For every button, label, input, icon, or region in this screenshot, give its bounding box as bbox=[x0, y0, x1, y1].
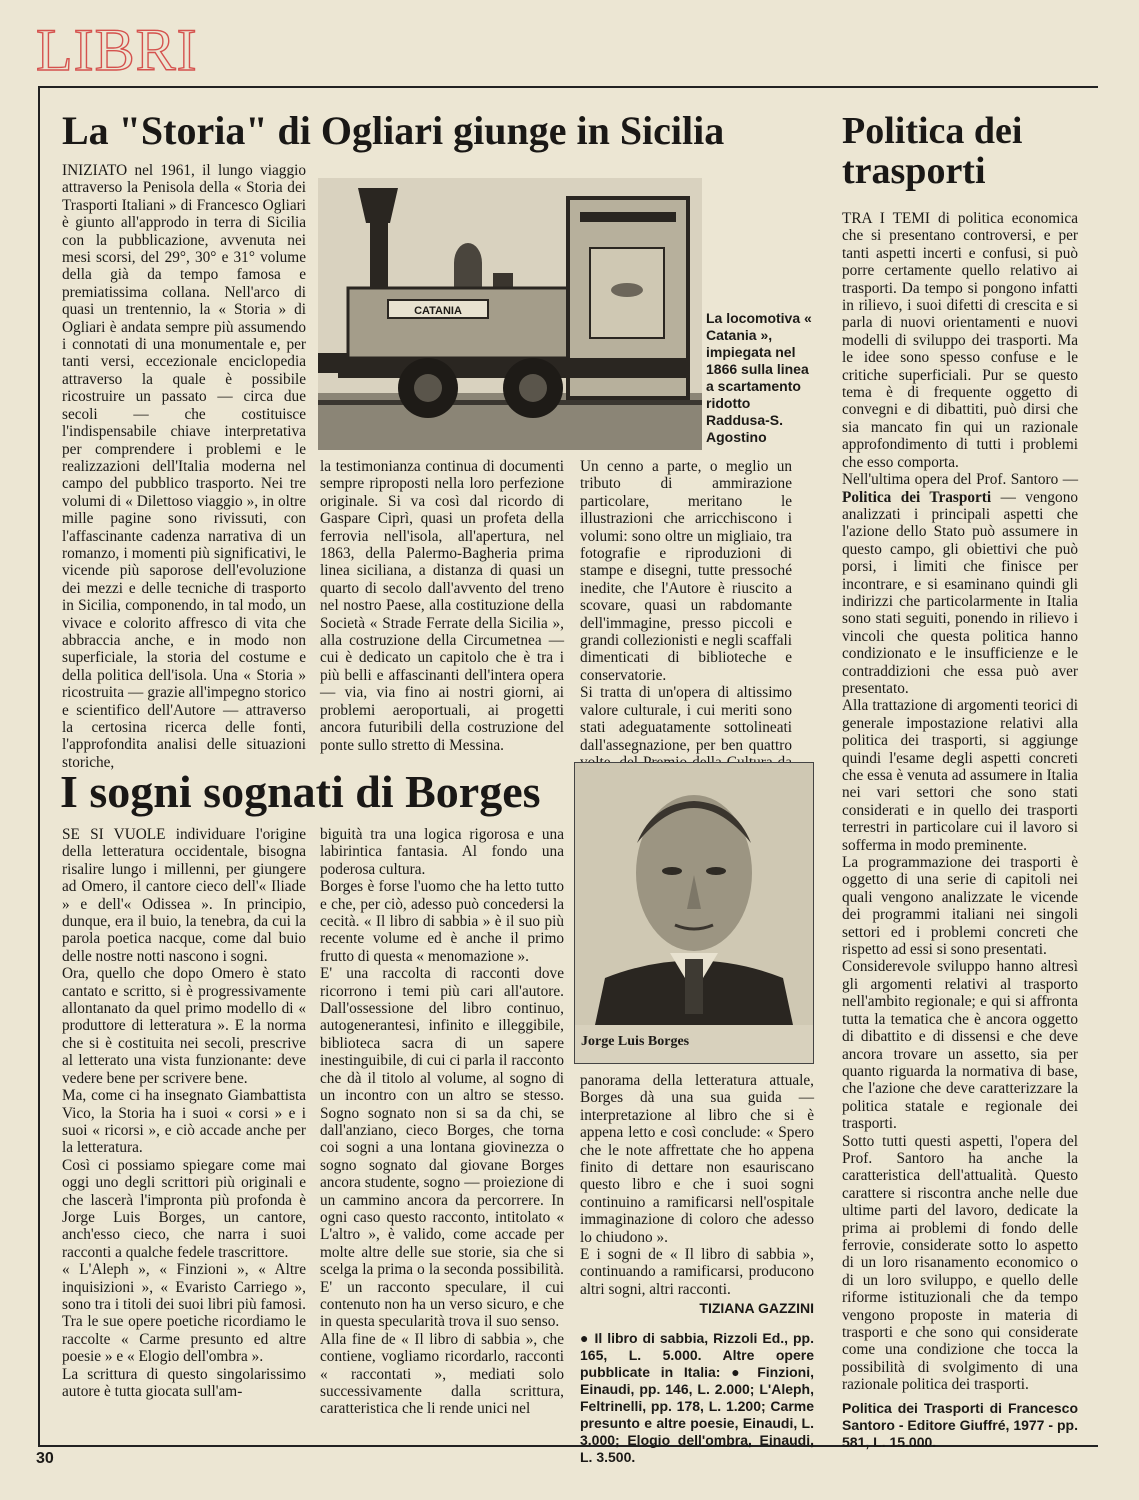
article3-column bbox=[842, 210, 1078, 1451]
borges-photo-caption: Jorge Luis Borges bbox=[581, 1034, 690, 1049]
article-title-politica: Politica dei trasporti bbox=[842, 110, 1023, 192]
locomotive-nameplate: CATANIA bbox=[414, 305, 462, 317]
article2-col2c-text: E' una raccolta di racconti dove ricorrono i temi più cari all'autore. Dall'ossessione del libro continuo, autogenerantesi, infinito e illeggibile, biblioteca sacra di un sapere inestinguibile, di cui ci parla il racconto che dà il titolo al volume, al sogno di un incontro con un altro se stesso. Sogno sognato non si sa da chi, se dall'anziano, cieco Borges, che torna coi sogni a una lontana giovinezza o sogno sognato dal giovane Borges ancora studente, sogno — proiezione di un cammino ancora da percorrere. In ogni caso questo racconto, intitolato « L'altro », è valido, come accade per molte altre delle sue storie, sia che si scelga la prima o la seconda possibilità. E' un racconto speculare, il cui contenuto non ha un verso sicuro, e che in questa specularità trova il suo senso. bbox=[320, 965, 564, 1331]
article2-column-2 bbox=[320, 826, 564, 1418]
locomotive-caption: La locomotiva « Catania », impiegata nel 1866 sulla linea a scartamento ridotto Raddusa-S. Agostino bbox=[706, 310, 812, 445]
article2-signature: TIZIANA GAZZINI bbox=[699, 1300, 814, 1317]
article1-col1-text: INIZIATO nel 1961, il lungo viaggio attraverso la Penisola della « Storia dei Trasporti Italiani » di Francesco Ogliari è giunto all'approdo in terra di Sicilia con la pubblicazione, avvenuta nei mesi scorsi, del 29°, 30° e 31° volume della già da tempo famosa e premiatissima collana. Nell'arco di quasi un trentennio, la « Storia » di Ogliari è andata sempre più assumendo i connotati di una monumentale e, per tanti versi, eccezionale enciclopedia attraverso la quale è possibile ricostruire un passato — circa due secoli — che costituisce l'indispensabile chiave interpretativa per comprendere i problemi e le realizzazioni dell'Italia moderna nel campo del pubblico trasporto. Nei tre volumi di « Dilettoso viaggio », in oltre mille pagine sono rivissuti, con l'affascinante cadenza narrativa di un romanzo, i momenti più significativi, le vicende più saporose dell'evoluzione dei mezzi e delle tecniche di trasporto in Sicilia, componendo, in tal modo, un vivace e colorito affresco di vita che abbraccia anche, e in modo non superficiale, la storia del costume e della politica dell'isola. Una « Storia » ricostruita — grazie all'impegno storico e scientifico dell'Autore — attraverso la certosina ricerca delle fonti, l'approfondita analisi delle situazioni storiche, bbox=[62, 162, 306, 771]
article2-col2-text: biguità tra una logica rigorosa e una labirintica fantasia. Al fondo una poderosa cultura. bbox=[320, 826, 564, 878]
section-title: LIBRI bbox=[36, 17, 198, 83]
article3-bibliography: Politica dei Trasporti di Francesco Santoro - Editore Giuffré, 1977 - pp. 581, L. 15.000. bbox=[842, 1399, 1078, 1450]
article3-p3: Alla trattazione di argomenti teorici di generale impostazione relativi alla politica dei trasporti, si aggiunge quindi l'esame degli aspetti concreti che essa è venuta ad assumere in Italia nei vari settori che sono stati considerati e in quello dei trasporti terrestri in particolare cui il lavoro si sofferma in modo preminente. bbox=[842, 697, 1078, 854]
article-title-borges: I sogni sognati di Borges bbox=[60, 766, 541, 817]
article2-col1d-text: Così ci possiamo spiegare come mai oggi uno degli scrittori più originali e che lascerà l'impronta più profonda è Jorge Luis Borges, un cantore, anch'esso cieco, che narra i suoi racconti a qualche fedele trascrittore. bbox=[62, 1156, 306, 1261]
article1-col2-text: la testimonianza continua di documenti sempre riproposti nella loro perfezione originale. Si va così dal ricordo di Gaspare Ciprì, quasi un profeta della ferrovia nell'isola, all'apertura, nel 1863, della Palermo-Bagheria prima linea siciliana, a distanza di quasi un quarto di secolo dall'avvento del treno nel nostro Paese, alla costituzione della Società « Strade Ferrate della Sicilia », alla costruzione della Circumetnea — cui è dedicato un capitolo che è tra i più belli e affascinanti dell'intera opera — via, via fino ai nostri giorni, ai problemi aeroportuali, ai progetti ancora futuribili della costruzione del ponte sullo stretto di Messina. bbox=[320, 458, 564, 754]
article2-col1c-text: Ma, come ci ha insegnato Giambattista Vico, la Storia ha i suoi « corsi » e i suoi « ricorsi », e ciò accade anche per la letteratura. bbox=[62, 1087, 306, 1157]
locomotive-illustration bbox=[318, 178, 702, 450]
article2-col1-text: SE SI VUOLE individuare l'origine della letteratura occidentale, bisogna risalire lungo i millenni, per giungere ad Omero, il cantore cieco dell'« Iliade » e dell'« Odissea ». In principio, dunque, era il buio, la tenebra, da cui la parola poetica nacque, come dal buio delle nostre notti nascono i sogni. bbox=[62, 826, 306, 965]
borges-portrait bbox=[575, 763, 813, 1025]
article2-col1b-text: Ora, quello che dopo Omero è stato cantato e scritto, si è progressivamente allontanato da quel primo modello di « produttore di letteratura ». E la norma che si è costituita nei secoli, prescrive al letterato una vista funzionante: deve vedere bene per scrivere bene. bbox=[62, 965, 306, 1087]
article3-p1: TRA I TEMI di politica economica che si presentano controversi, e per tanti aspetti incerti e confusi, si può porre certamente quello relativo ai trasporti. Da tempo si pongono infatti in rilievo, i suoi difetti di crescita e si parla di nuovi orientamenti e nuovi modelli di sviluppo dei trasporti. Ma le idee sono spesso confuse e le critiche superficiali. Pur se questo tema è di frequente oggetto di convegni e di dibattiti, può dirsi che sia mancato fin qui un razionale approfondimento di tutti i problemi che esso comporta. bbox=[842, 210, 1078, 471]
article3-p6: Sotto tutti questi aspetti, l'opera del Prof. Santoro ha anche la caratteristica dell'attualità. Questo carattere si riscontra anche nelle due ultime parti del lavoro, dedicate la prima ai problemi di fondo delle ferrovie, considerate sotto lo aspetto di un loro risanamento economico o di un loro sviluppo, e quello delle riforme istituzionali che da tempo vengono proposte in materia di trasporti e che sono qui considerate come una condizione che tocca la possibilità di svolgimento di una razionale politica dei trasporti. bbox=[842, 1132, 1078, 1394]
article2-col3-text: panorama della letteratura attuale, Borges dà una sua guida — interpretazione al libro che si è appena letto e così conclude: « Spero che le note affrettate che ho appena finito di dettare non esauriscano questo libro e che i suoi sogni continuino a ramificarsi nell'ospitale immaginazione di coloro che adesso lo chiudono ». bbox=[580, 1072, 814, 1246]
borges-photo bbox=[574, 762, 814, 1064]
article3-book-title: Politica dei Trasporti bbox=[842, 488, 992, 506]
article2-column-3 bbox=[580, 1072, 814, 1466]
article3-p2-post: — vengono analizzati i principali aspetti che l'azione dello Stato può assumere in questo campo, gli obiettivi che può porsi, i limiti che finisce per incontrare, e si esaminano quindi gli indirizzi che particolarmente in Italia sono stati seguiti, ponendo in rilievo i vincoli che questa politica hanno condizionato e le insufficienze e le contraddizioni che essa può aver presentato. bbox=[842, 488, 1078, 697]
article3-p2 bbox=[842, 471, 1078, 697]
article2-col1f-text: La scrittura di questo singolarissimo autore è tutta giocata sull'am- bbox=[62, 1365, 306, 1400]
page-number: 30 bbox=[36, 1450, 54, 1467]
locomotive-photo bbox=[318, 178, 702, 450]
article2-bibliography: ● Il libro di sabbia, Rizzoli Ed., pp. 165, L. 5.000. Altre opere pubblicate in Italia: ● Finzioni, Einaudi, pp. 146, L. 2.000; L'Aleph, Feltrinelli, pp. 178, L. 1.200; Carme presunto e altre poesie, Einaudi, L. 3.000; Elogio dell'ombra, Einaudi, L. 3.500. bbox=[580, 1329, 814, 1465]
article2-column-1 bbox=[62, 826, 306, 1400]
article1-col3b-text: Si tratta di un'opera di altissimo valore culturale, i cui meriti sono stati adeguatamente sottolineati dall'assegnazione, per ben quattro bbox=[580, 684, 792, 754]
article-title-ogliari: La "Storia" di Ogliari giunge in Sicilia bbox=[62, 108, 725, 153]
article1-column-1 bbox=[62, 162, 306, 771]
article2-col2b-text: Borges è forse l'uomo che ha letto tutto e che, per ciò, adesso può concedersi la cecità. « Il libro di sabbia » è il suo più recente volume ed è anche il primo frutto di questa « menomazione ». bbox=[320, 878, 564, 965]
article3-p2-pre: Nell'ultima opera del Prof. Santoro — bbox=[842, 471, 1078, 489]
article3-p5: Considerevole sviluppo hanno altresì gli argomenti relativi al trasporto nell'ambito regionale; e qui si affronta tutta la tematica che è ancora oggetto di dibattito e di dissensi e che deve ancora trovare un assetto, sia per quanto riguarda la normativa di base, che l'azione che deve caratterizzare la politica statale e regionale dei trasporti. bbox=[842, 958, 1078, 1133]
article2-col2d-text: Alla fine de « Il libro di sabbia », che contiene, vogliamo ricordarlo, racconti « raccontati », mediati solo successivamente dalla scrittura, caratteristica che li rende unici nel bbox=[320, 1330, 564, 1418]
article2-col1e-text: « L'Aleph », « Finzioni », « Altre inquisizioni », « Evaristo Carriego », sono tra i titoli dei suoi libri più famosi. Tra le sue opere poetiche ricordiamo le raccolte « Carme presunto ed altre poesie » e « Elogio dell'ombra ». bbox=[62, 1261, 306, 1366]
article1-col3-text: Un cenno a parte, o meglio un tributo di ammirazione particolare, meritano le illustrazioni che arricchiscono i volumi: sono oltre un migliaio, tra fotografie e riproduzioni di stampe e disegni, tutte pressoché inedite, che l'Autore è riuscito a scovare, quasi un rabdomante dell'immagine, presso piccoli e grandi collezionisti e negli scaffali dimenticati di biblioteche e conservatorie. bbox=[580, 458, 792, 684]
article2-col3b-text: E i sogni de « Il libro di sabbia », continuando a ramificarsi, producono altri sogni, altri racconti. bbox=[580, 1246, 814, 1298]
article3-p4: La programmazione dei trasporti è oggetto di una serie di capitoli nei quali vengono analizzate le vicende dei programmi italiani nei singoli settori ed i problemi concreti che rispetto ad essi si sono presentati. bbox=[842, 854, 1078, 959]
article1-column-2 bbox=[320, 458, 564, 754]
